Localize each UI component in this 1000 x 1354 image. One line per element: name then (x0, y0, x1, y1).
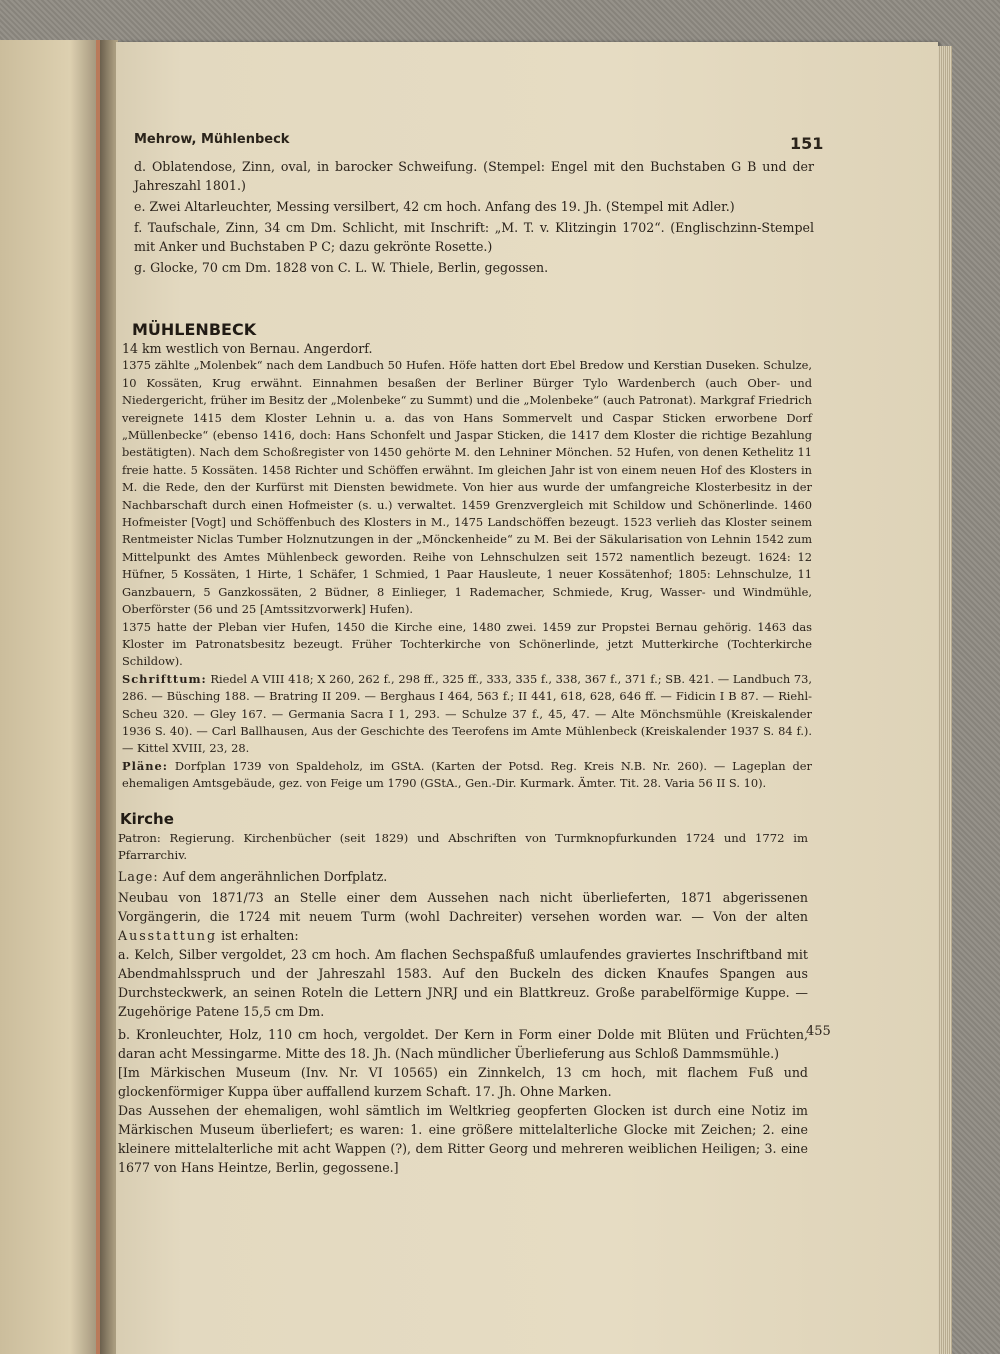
item-e: e. Zwei Altarleuchter, Messing versilbert, 42 cm hoch. Anfang des 19. Jh. (Stempel mit Adler.) (134, 199, 735, 214)
plans-label: Pläne: (122, 758, 169, 773)
location-text: Auf dem angerähnlichen Dorfplatz. (158, 868, 388, 884)
plans-text: Dorfplan 1739 von Spaldeholz, im GStA. (Karten der Potsd. Reg. Kreis N.B. Nr. 260). — Lageplan der ehemaligen Amtsgebäude, gez. von Feige um 1790 (GStA., Gen.-Dir. Kurmark. Ämter. Tit. 28. Varia 56 II S. 10). (122, 758, 812, 791)
museum-paragraph: [Im Märkischen Museum (Inv. Nr. VI 10565) ein Zinnkelch, 13 cm hoch, mit flachem Fuß und glockenförmiger Kuppa über auffallend kurzem Schaft. 17. Jh. Ohne Marken. (118, 1064, 808, 1099)
bells-paragraph: Das Aussehen der ehemaligen, wohl sämtlich im Weltkrieg geopferten Glocken ist durch eine Notiz im Märkischen Museum überliefert; es waren: 1. eine größere mittelalterliche Glocke mit Zeichen; 2. eine kleinere mittelalterliche mit acht Wappen (?), dem Ritter Georg und mehreren weiblichen Heiligen; 3. eine 1677 von Hans Heintze, Berlin, gegossene.] (118, 1102, 808, 1175)
building-text-a: Neubau von 1871/73 an Stelle einer dem Aussehen nach nicht überlieferten, 1871 abgerissenen Vorgängerin, die 1724 mit neuem Turm (wohl Dachreiter) versehen worden war. — Von der alten (118, 889, 808, 924)
location-label: Lage: (118, 868, 159, 884)
building-text-b: ist erhalten: (217, 927, 299, 943)
literature-paragraph (122, 671, 812, 758)
item-b-chandelier: b. Kronleuchter, Holz, 110 cm hoch, vergoldet. Der Kern in Form einer Dolde mit Blüten und Früchten, daran acht Messingarme. Mitte des 18. Jh. (Nach mündlicher Überlieferung aus Schloß Dammsmühle.) (118, 1026, 808, 1061)
page-number: 151 (790, 134, 824, 153)
location-paragraph (118, 867, 808, 886)
running-head: Mehrow, Mühlenbeck (134, 132, 290, 147)
furnishing-label: Ausstattung (118, 927, 218, 943)
item-d: d. Oblatendose, Zinn, oval, in barocker Schweifung. (Stempel: Engel mit den Buchstaben G B und der Jahreszahl 1801.) (134, 159, 814, 193)
building-paragraph (118, 888, 808, 945)
plans-paragraph (122, 758, 812, 793)
item-a-chalice: a. Kelch, Silber vergoldet, 23 cm hoch. Am flachen Sechspaßfuß umlaufendes graviertes Inschriftband mit Abendmahlsspruch und der Jahreszahl 1583. Auf den Buckeln des dicken Knaufes Spangen aus Durchsteckwerk, an seinen Roteln die Lettern JNRJ und ein Blattkreuz. Große parabelförmige Kuppe. — Zugehörige Patene 15,5 cm Dm. (118, 946, 808, 1019)
section-title: MÜHLENBECK (132, 320, 257, 339)
location-line: 14 km westlich von Bernau. Angerdorf. (122, 341, 373, 356)
item-g: g. Glocke, 70 cm Dm. 1828 von C. L. W. Thiele, Berlin, gegossen. (134, 260, 549, 275)
church-body (118, 830, 808, 1177)
history-paragraph: 1375 zählte „Molenbek“ nach dem Landbuch 50 Hufen. Höfe hatten dort Ebel Bredow und Kerstian Duseken. Schulze, 10 Kossäten, Krug erwähnt. Einnahmen besaßen der Berliner Bürger Tylo Wardenberch (auch Ober- und Niedergericht, früher im Besitz der „Molenbeke“ zu Summt) und die „Molenbeke“ (auch Patronat). Markgraf Friedrich vereignete 1415 dem Kloster Lehnin u. a. das von Hans Sommervelt und Caspar Sticken erworbene Dorf „Müllenbecke“ (ebenso 1416, doch: Hans Schonfelt und Jaspar Sticken, die 1417 dem Kloster die richtige Bezahlung bestätigten). Nach dem Schoßregister von 1450 gehörte M. den Lehniner Mönchen. 52 Hufen, von denen Kethelitz 11 freie hatte. 5 Kossäten. 1458 Richter und Schöffen erwähnt. Im gleichen Jahr ist von einem neuen Hof des Klosters in M. die Rede, den der Kurfürst mit Diensten bewidmete. Von hier aus wurde der umfangreiche Klosterbesitz in der Nachbarschaft durch einen Hofmeister (s. u.) verwaltet. 1459 Grenzvergleich mit Schildow und Schönerlinde. 1460 Hofmeister [Vogt] und Schöffenbuch des Klosters in M., 1475 Landschöffen bezeugt. 1523 verlieh das Kloster seinem Rentmeister Niclas Tumber Holznutzungen in der „Mönckenheide“ zu M. Bei der Säkularisation von Lehnin 1542 zum Mittelpunkt des Amtes Mühlenbeck geworden. Reihe von Lehnschulzen seit 1572 namentlich bezeugt. 1624: 12 Hüfner, 5 Kossäten, 1 Hirte, 1 Schäfer, 1 Schmied, 1 Paar Hausleute, 1 neuer Kossätenhof; 1805: Lehnschulze, 11 Ganzbauern, 5 Ganzkossäten, 2 Büdner, 8 Einlieger, 1 Rademacher, Schmiede, Krug, Wasser- und Windmühle, Oberförster (56 und 25 [Amtssitzvorwerk] Hufen). (122, 358, 812, 617)
item-f: f. Taufschale, Zinn, 34 cm Dm. Schlicht, mit Inschrift: „M. T. v. Klitzingin 1702“. (Englischzinn-Stempel mit Anker und Buchstaben P C; dazu gekrönte Rosette.) (134, 220, 814, 254)
section-body (122, 340, 812, 793)
left-page-edge (0, 40, 100, 1354)
church-history-paragraph: 1375 hatte der Pleban vier Hufen, 1450 die Kirche eine, 1480 zwei. 1459 zur Propstei Bernau gehörig. 1463 das Kloster im Patronatsbesitz bezeugt. Früher Tochterkirche von Schönerlinde, jetzt Mutterkirche (Tochterkirche Schildow). (122, 619, 812, 669)
margin-note-number: 455 (806, 1024, 831, 1039)
literature-label: Schrifttum: (122, 671, 207, 686)
top-items-block (134, 157, 814, 277)
literature-text: Riedel A VIII 418; X 260, 262 f., 298 ff., 325 ff., 333, 335 f., 338, 367 f., 371 f.; SB. 421. — Landbuch 73, 286. — Büsching 188. — Bratring II 209. — Berghaus I 464, 563 f.; II 441, 618, 628, 646 ff. — Fidicin I B 87. — Riehl-Scheu 320. — Gley 167. — Germania Sacra I 1, 293. — Schulze 37 f., 45, 47. — Alte Mönchsmühle (Kreiskalender 1936 S. 40). — Carl Ballhausen, Aus der Geschichte des Teerofens im Amte Mühlenbeck (Kreiskalender 1937 S. 84 f.). — Kittel XVIII, 23, 28. (122, 671, 812, 756)
church-title: Kirche (120, 810, 174, 828)
patron-paragraph: Patron: Regierung. Kirchenbücher (seit 1829) und Abschriften von Turmknopfurkunden 1724 und 1772 im Pfarrarchiv. (118, 831, 808, 863)
page-stack-edge (938, 46, 952, 1354)
